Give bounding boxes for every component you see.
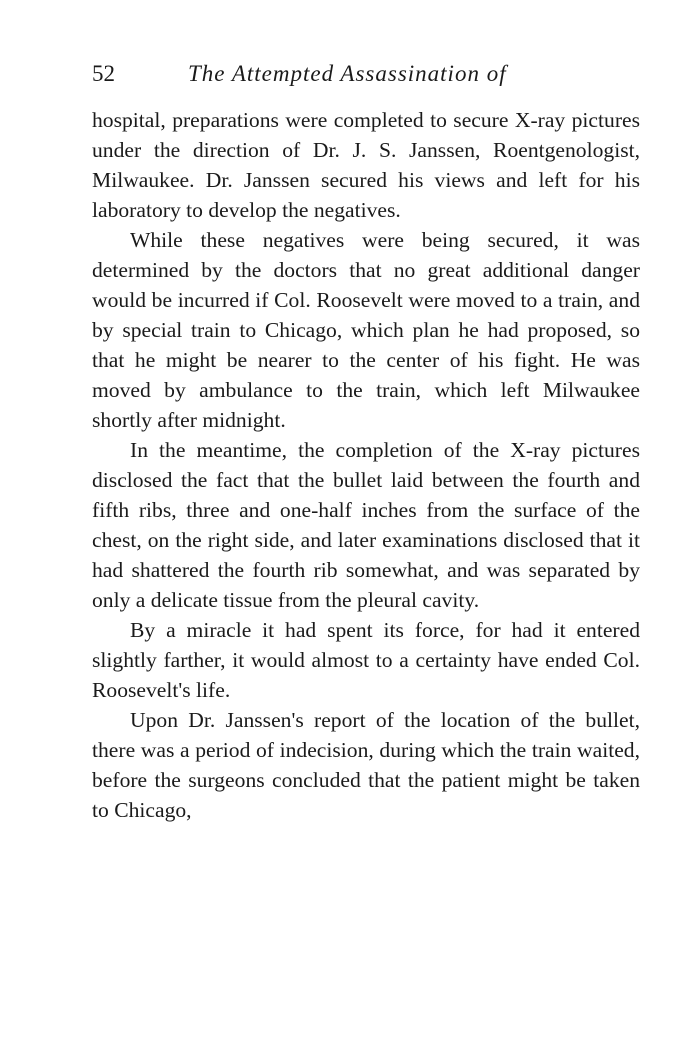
paragraph-4: By a miracle it had spent its force, for had it entered slightly farther, it would almost to a certainty have ended Col. Roosevelt's life. bbox=[92, 618, 640, 702]
book-page bbox=[92, 56, 640, 825]
page-number: 52 bbox=[92, 61, 115, 86]
paragraph-5: Upon Dr. Janssen's report of the location of the bullet, there was a period of indecision, during which the train waited, before the surgeons concluded that the patient might be taken to Chicago, bbox=[92, 708, 640, 822]
body-text bbox=[92, 105, 640, 825]
running-head bbox=[92, 56, 640, 92]
paragraph-1: hospital, preparations were completed to secure X-ray pictures under the direction of Dr. J. S. Janssen, Roentgenologist, Milwaukee. Dr. Janssen secured his views and left for his laboratory to develop the negatives. bbox=[92, 108, 640, 222]
paragraph-3: In the meantime, the completion of the X-ray pictures disclosed the fact that the bullet laid between the fourth and fifth ribs, three and one-half inches from the surface of the chest, on the right side, and later examinations disclosed that it had shattered the fourth rib somewhat, and was separated by only a delicate tissue from the pleural cavity. bbox=[92, 438, 640, 612]
running-title: The Attempted Assassination of bbox=[188, 61, 507, 86]
paragraph-2: While these negatives were being secured, it was determined by the doctors that no great additional danger would be incurred if Col. Roosevelt were moved to a train, and by special train to Chicago, which plan he had proposed, so that he might be nearer to the center of his fight. He was moved by ambulance to the train, which left Milwaukee shortly after midnight. bbox=[92, 228, 640, 432]
